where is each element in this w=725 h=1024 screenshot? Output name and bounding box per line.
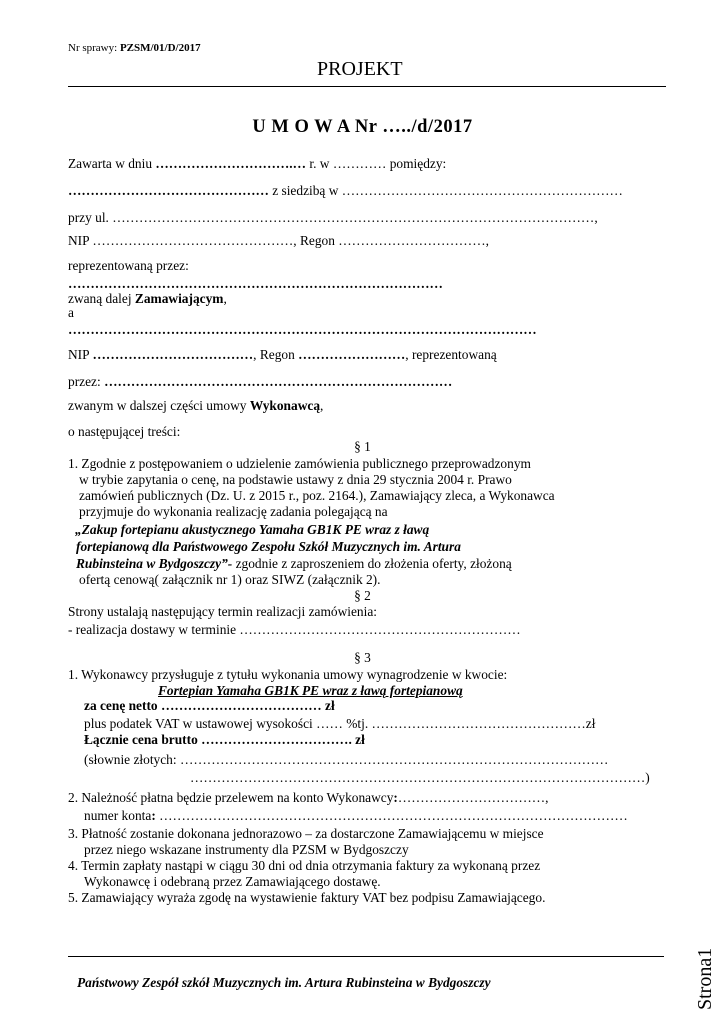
sec1-line-7: [76, 556, 512, 572]
representative-blank: ……………………………………………………………………: [104, 374, 453, 389]
sec3-vat: plus podatek VAT w ustawowej wysokości …… %tj. …………………………………………zł: [84, 716, 596, 731]
sec1-line-8: ofertą cenową( załącznik nr 1) oraz SIWZ (załącznik 2).: [79, 572, 381, 587]
party1-seat: z siedzibą w ………………………………………………………: [268, 183, 623, 198]
party-date-line: [68, 156, 446, 172]
party1-name-line: [68, 183, 623, 199]
regon-blank: ……………………: [298, 347, 406, 362]
sec3-in-words: (słownie złotych: ……………………………………………………………………………………: [84, 752, 609, 767]
case-number-label: Nr sprawy:: [68, 42, 118, 54]
account-number-colon: :: [151, 808, 156, 823]
sec1-line-4: przyjmuje do wykonania realizację zadania polegającą na: [79, 504, 388, 519]
sec2-line-2: - realizacja dostawy w terminie ………………………………………………………: [68, 622, 521, 637]
role-prefix: zwaną dalej: [68, 291, 135, 306]
section-1-mark: § 1: [354, 439, 371, 454]
date-blank: ………………………….…: [155, 156, 307, 171]
conjunction-a: a: [68, 305, 74, 320]
header-divider: [68, 86, 666, 87]
nip-blank: ………………………………: [92, 347, 254, 362]
sec3-product: Fortepian Yamaha GB1K PE wraz z ławą fortepianową: [158, 683, 463, 698]
party1-represented-label: reprezentowaną przez:: [68, 258, 189, 273]
role-wykonawca: Wykonawcą: [249, 398, 321, 413]
nip-label: NIP: [68, 347, 93, 362]
party2-role-line: [68, 398, 323, 414]
project-label: PROJEKT: [317, 58, 403, 80]
role-zamawiajacy: Zamawiającym: [134, 291, 224, 306]
sec1-offer-text: zgodnie z zaproszeniem do złożenia oferty, złożoną: [232, 556, 512, 571]
sec3-line-13: Wykonawcę i odebraną przez Zamawiającego dostawę.: [84, 874, 381, 889]
sec1-subject-1: „Zakup fortepianu akustycznego Yamaha GB1K PE wraz z ławą: [75, 522, 430, 537]
role-comma: ,: [320, 398, 324, 413]
place-label: r. w ………… pomiędzy:: [306, 156, 447, 171]
regon-label: , Regon: [253, 347, 299, 362]
page-number-label: Strona1: [694, 947, 716, 1010]
section-2-mark: § 2: [354, 588, 371, 603]
sec3-in-words-cont: …………………………………………………………………………………………): [190, 770, 650, 785]
section-3-mark: § 3: [354, 650, 371, 665]
sec3-account-number: [84, 808, 628, 824]
party2-name-blank: ……………………………………………………………………………………………: [68, 322, 537, 337]
party1-nip-line: NIP ………………………………………, Regon ……………………………,: [68, 233, 489, 248]
sec1-line-1: 1. Zgodnie z postępowaniem o udzielenie zamówienia publicznego przeprowadzonym: [68, 456, 531, 471]
account-number-blank: ……………………………………………………………………………………………: [155, 808, 628, 823]
represented-label: , reprezentowaną: [405, 347, 497, 362]
contract-title: U M O W A Nr …../d/2017: [252, 117, 473, 137]
account-colon: :: [393, 790, 398, 805]
role-comma: ,: [223, 291, 227, 306]
case-number-line: [68, 42, 201, 54]
party2-representative-line: [68, 374, 452, 390]
sec1-subject-2: fortepianową dla Państwowego Zespołu Szkół Muzycznych im. Artura: [76, 539, 461, 554]
party1-representative-blank: …………………………………………………………………………: [68, 276, 443, 291]
role-prefix: zwanym w dalszej części umowy: [68, 398, 250, 413]
case-number-value: PZSM/01/D/2017: [119, 42, 201, 54]
footer-divider: [68, 956, 664, 957]
account-label: 2. Należność płatna będzie przelewem na konto Wykonawcy: [68, 790, 394, 805]
sec2-line-1: Strony ustalają następujący termin realizacji zamówienia:: [68, 604, 377, 619]
sec3-payment-account: [68, 790, 549, 806]
following-content-label: o następującej treści:: [68, 424, 181, 439]
sec3-line-11: przez niego wskazane instrumenty dla PZSM w Bydgoszczy: [84, 842, 409, 857]
party1-street-line: przy ul. ………………………………………………………………………………………………,: [68, 210, 598, 225]
sec3-net-price: za cenę netto ……………………………… zł: [84, 698, 335, 713]
sec3-line-12: 4. Termin zapłaty nastąpi w ciągu 30 dni od dnia otrzymania faktury za wykonaną przez: [68, 858, 541, 873]
party2-nip-line: [68, 347, 497, 363]
footer-institution: Państwowy Zespół szkół Muzycznych im. Artura Rubinsteina w Bydgoszczy: [77, 975, 491, 990]
account-number-label: numer konta: [84, 808, 152, 823]
sec3-line-14: 5. Zamawiający wyraża zgodę na wystawienie faktury VAT bez podpisu Zamawiającego.: [68, 890, 546, 905]
date-label: Zawarta w dniu: [68, 156, 156, 171]
sec3-line-1: 1. Wykonawcy przysługuje z tytułu wykonania umowy wynagrodzenie w kwocie:: [68, 667, 508, 682]
sec3-line-10: 3. Płatność zostanie dokonana jednorazowo – za dostarczone Zamawiającemu w miejsce: [68, 826, 544, 841]
by-label: przez:: [68, 374, 105, 389]
party1-name-blank: ………………………………………: [68, 183, 269, 198]
party1-role-line: [68, 291, 227, 307]
sec1-subject-3: Rubinsteina w Bydgoszczy”-: [76, 556, 233, 571]
account-blank: ……………………………,: [397, 790, 549, 805]
sec1-line-2: w trybie zapytania o cenę, na podstawie ustawy z dnia 29 stycznia 2004 r. Prawo: [79, 472, 512, 487]
sec1-line-3: zamówień publicznych (Dz. U. z 2015 r., poz. 2164.), Zamawiający zleca, a Wykonawca: [79, 488, 555, 503]
sec3-gross-price: Łącznie cena brutto ……………………………. zł: [84, 732, 365, 747]
